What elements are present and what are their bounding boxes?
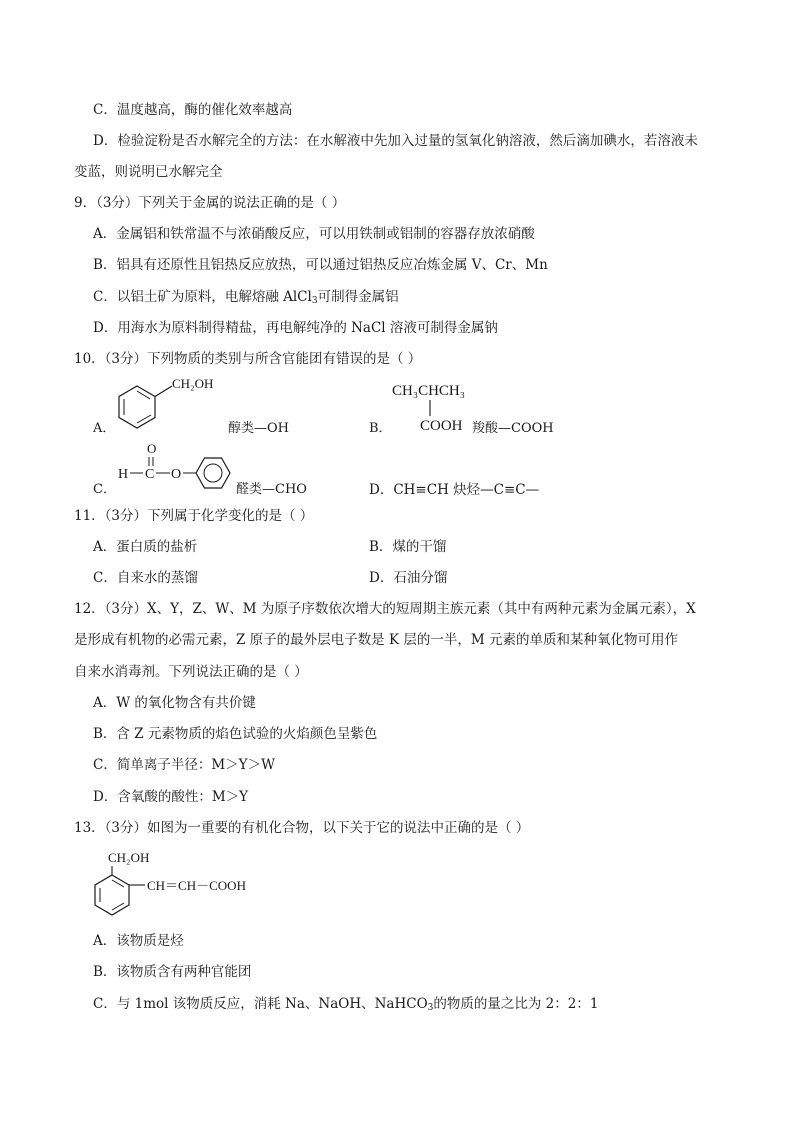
q13-option-c-sub: 3 (427, 1003, 434, 1013)
q9-option-a: A．金属铝和铁常温不与浓硝酸反应，可以用铁制或铝制的容器存放浓硝酸 (93, 226, 535, 242)
q9-option-c (93, 288, 399, 306)
q10-a-benzene-structure (112, 372, 242, 438)
q13-option-c-pre: C．与 1mol 该物质反应，消耗 Na、NaOH、NaHCO (93, 996, 428, 1012)
q9-option-c-pre: C．以铝土矿为原料，电解熔融 AlCl (93, 289, 312, 305)
q13-compound-structure (90, 845, 290, 915)
q9-option-c-sub: 3 (311, 296, 318, 306)
q13-stem: 13．（3分）如图为一重要的有机化合物，以下关于它的说法中正确的是（ ） (74, 820, 530, 836)
q10-c-h: H (118, 467, 129, 482)
q13-option-a: A．该物质是烃 (93, 933, 184, 949)
q10-b-acid-structure (390, 378, 480, 434)
q9-stem: 9．（3分）下列关于金属的说法正确的是（ ） (74, 195, 346, 211)
q9-option-b: B．铝具有还原性且铝热反应放热，可以通过铝热反应冶炼金属 V、Cr、Mn (93, 257, 548, 273)
q10-option-d: D．CH≡CH 炔烃—C≡C— (369, 482, 540, 498)
q11-option-c: C．自来水的蒸馏 (93, 570, 198, 586)
q12-stem-line1: 12．（3分）X、Y，Z、W、M 为原子序数依次增大的短周期主族元素（其中有两种元素为金属元素），X (74, 601, 696, 617)
q10-option-a-class: 醇类—OH (228, 421, 289, 436)
q10-option-c-class: 醛类—CHO (236, 482, 307, 497)
q13-group-top: CH₂OH (108, 850, 150, 865)
q10-a-group-text: CH₂OH (172, 376, 214, 391)
q8-option-d-line2: 变蓝，则说明已水解完全 (74, 164, 223, 180)
q12-option-d: D．含氧酸的酸性：M＞Y (93, 789, 249, 805)
q9-option-c-post: 可制得金属铝 (317, 289, 399, 305)
q13-option-b: B．该物质含有两种官能团 (93, 964, 252, 980)
q10-c-c: C (145, 467, 155, 482)
q10-c-ester-structure (116, 438, 242, 498)
q10-option-a-label: A． (93, 421, 116, 436)
q10-option-c-label: C． (93, 482, 116, 497)
q8-option-c: C．温度越高，酶的催化效率越高 (93, 102, 293, 118)
q11-stem: 11．（3分）下列属于化学变化的是（ ） (74, 508, 314, 524)
q10-option-b-class: 羧酸—COOH (472, 421, 554, 436)
q13-option-c (93, 995, 598, 1013)
q8-option-d-line1: D．检验淀粉是否水解完全的方法：在水解液中先加入过量的氢氧化钠溶液，然后滴加碘水，若溶液未 (93, 133, 698, 149)
q10-b-bottom-text: COOH (420, 418, 463, 434)
q11-option-b: B．煤的干馏 (369, 539, 447, 555)
q11-option-d: D．石油分馏 (369, 570, 448, 586)
q13-option-c-post: 的物质的量之比为 2：2：1 (433, 996, 599, 1012)
q12-option-b: B．含 Z 元素物质的焰色试验的火焰颜色呈紫色 (93, 726, 378, 742)
q12-stem-line2: 是形成有机物的必需元素，Z 原子的最外层电子数是 K 层的一半，M 元素的单质和某种氧化物可用作 (74, 632, 678, 648)
q9-option-d: D．用海水为原料制得精盐，再电解纯净的 NaCl 溶液可制得金属钠 (93, 320, 498, 336)
q10-c-carbonyl-o: O (147, 441, 157, 456)
q10-b-top-text: CH₃CHCH₃ (392, 383, 465, 399)
q10-option-b-label: B． (369, 421, 392, 436)
q12-option-c: C．简单离子半径：M＞Y＞W (93, 757, 275, 773)
q12-stem-line3: 自来水消毒剂。下列说法正确的是（ ） (74, 664, 308, 680)
q11-option-a: A．蛋白质的盐析 (93, 539, 198, 555)
q12-option-a: A．W 的氧化物含有共价键 (93, 695, 256, 711)
q13-chain-text: CH＝CH－COOH (147, 878, 246, 893)
q10-c-ether-o: O (171, 467, 182, 482)
q10-stem: 10．（3分）下列物质的类别与所含官能团有错误的是（ ） (74, 351, 422, 367)
